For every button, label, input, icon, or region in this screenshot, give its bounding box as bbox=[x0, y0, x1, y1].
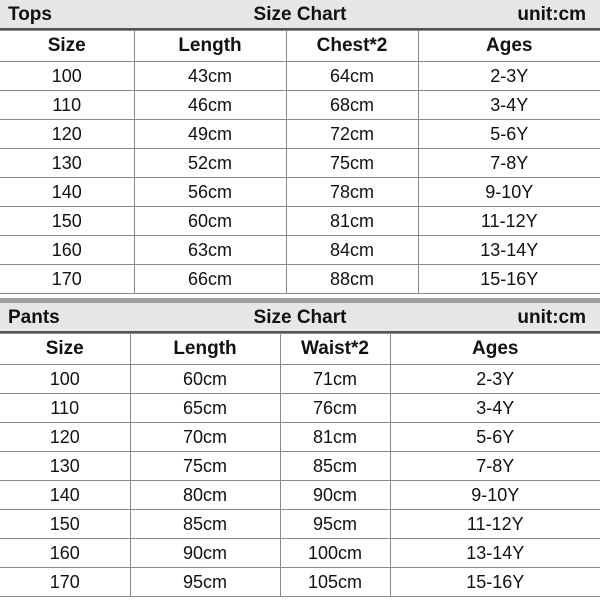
table-row bbox=[0, 236, 600, 265]
cell-ages: 15-16Y bbox=[418, 265, 600, 294]
pants-size-chart bbox=[0, 303, 600, 597]
cell-size: 160 bbox=[0, 539, 130, 568]
table-header-row bbox=[0, 334, 600, 365]
table-row bbox=[0, 452, 600, 481]
cell-ages: 13-14Y bbox=[390, 539, 600, 568]
cell-measure: 100cm bbox=[280, 539, 390, 568]
cell-size: 110 bbox=[0, 394, 130, 423]
cell-measure: 81cm bbox=[280, 423, 390, 452]
cell-measure: 68cm bbox=[286, 91, 418, 120]
table-row bbox=[0, 207, 600, 236]
cell-size: 150 bbox=[0, 510, 130, 539]
cell-size: 170 bbox=[0, 568, 130, 597]
cell-size: 110 bbox=[0, 91, 134, 120]
pants-table bbox=[0, 333, 600, 597]
tops-table bbox=[0, 30, 600, 294]
cell-size: 100 bbox=[0, 365, 130, 394]
cell-length: 63cm bbox=[134, 236, 286, 265]
cell-measure: 85cm bbox=[280, 452, 390, 481]
cell-measure: 64cm bbox=[286, 62, 418, 91]
cell-measure: 75cm bbox=[286, 149, 418, 178]
cell-size: 150 bbox=[0, 207, 134, 236]
tops-size-chart bbox=[0, 0, 600, 294]
cell-measure: 71cm bbox=[280, 365, 390, 394]
table-row bbox=[0, 91, 600, 120]
cell-length: 95cm bbox=[130, 568, 280, 597]
cell-length: 70cm bbox=[130, 423, 280, 452]
cell-length: 85cm bbox=[130, 510, 280, 539]
cell-measure: 76cm bbox=[280, 394, 390, 423]
cell-measure: 88cm bbox=[286, 265, 418, 294]
cell-length: 60cm bbox=[130, 365, 280, 394]
cell-ages: 3-4Y bbox=[390, 394, 600, 423]
column-header-ages: Ages bbox=[418, 31, 600, 62]
table-row bbox=[0, 394, 600, 423]
cell-measure: 84cm bbox=[286, 236, 418, 265]
cell-ages: 9-10Y bbox=[390, 481, 600, 510]
cell-size: 120 bbox=[0, 423, 130, 452]
cell-ages: 11-12Y bbox=[390, 510, 600, 539]
cell-ages: 3-4Y bbox=[418, 91, 600, 120]
cell-measure: 105cm bbox=[280, 568, 390, 597]
cell-length: 46cm bbox=[134, 91, 286, 120]
cell-size: 130 bbox=[0, 149, 134, 178]
tops-unit-label: unit:cm bbox=[517, 4, 586, 25]
cell-length: 75cm bbox=[130, 452, 280, 481]
cell-length: 66cm bbox=[134, 265, 286, 294]
column-header-size: Size bbox=[0, 31, 134, 62]
table-row bbox=[0, 365, 600, 394]
tops-title-bar bbox=[0, 0, 600, 30]
cell-ages: 15-16Y bbox=[390, 568, 600, 597]
cell-measure: 78cm bbox=[286, 178, 418, 207]
table-row bbox=[0, 178, 600, 207]
cell-ages: 7-8Y bbox=[418, 149, 600, 178]
pants-title-bar bbox=[0, 303, 600, 333]
cell-length: 65cm bbox=[130, 394, 280, 423]
table-row bbox=[0, 568, 600, 597]
cell-measure: 72cm bbox=[286, 120, 418, 149]
table-row bbox=[0, 539, 600, 568]
table-row bbox=[0, 481, 600, 510]
cell-size: 170 bbox=[0, 265, 134, 294]
column-header-size: Size bbox=[0, 334, 130, 365]
cell-length: 49cm bbox=[134, 120, 286, 149]
cell-measure: 95cm bbox=[280, 510, 390, 539]
cell-ages: 5-6Y bbox=[418, 120, 600, 149]
cell-length: 60cm bbox=[134, 207, 286, 236]
table-row bbox=[0, 265, 600, 294]
cell-size: 140 bbox=[0, 481, 130, 510]
tops-chart-title: Size Chart bbox=[253, 4, 347, 25]
column-header-length: Length bbox=[130, 334, 280, 365]
cell-ages: 2-3Y bbox=[390, 365, 600, 394]
cell-length: 90cm bbox=[130, 539, 280, 568]
table-row bbox=[0, 423, 600, 452]
cell-size: 160 bbox=[0, 236, 134, 265]
table-row bbox=[0, 120, 600, 149]
cell-length: 80cm bbox=[130, 481, 280, 510]
cell-size: 140 bbox=[0, 178, 134, 207]
table-header-row bbox=[0, 31, 600, 62]
cell-ages: 11-12Y bbox=[418, 207, 600, 236]
pants-unit-label: unit:cm bbox=[517, 307, 586, 328]
cell-length: 56cm bbox=[134, 178, 286, 207]
cell-ages: 13-14Y bbox=[418, 236, 600, 265]
cell-size: 130 bbox=[0, 452, 130, 481]
column-header-waist: Waist*2 bbox=[280, 334, 390, 365]
table-row bbox=[0, 510, 600, 539]
column-header-chest: Chest*2 bbox=[286, 31, 418, 62]
cell-length: 43cm bbox=[134, 62, 286, 91]
table-row bbox=[0, 62, 600, 91]
cell-ages: 2-3Y bbox=[418, 62, 600, 91]
pants-chart-title: Size Chart bbox=[253, 307, 347, 328]
cell-size: 120 bbox=[0, 120, 134, 149]
column-header-ages: Ages bbox=[390, 334, 600, 365]
table-row bbox=[0, 149, 600, 178]
cell-measure: 90cm bbox=[280, 481, 390, 510]
tops-table-body bbox=[0, 62, 600, 294]
cell-ages: 7-8Y bbox=[390, 452, 600, 481]
cell-ages: 9-10Y bbox=[418, 178, 600, 207]
column-header-length: Length bbox=[134, 31, 286, 62]
cell-length: 52cm bbox=[134, 149, 286, 178]
cell-measure: 81cm bbox=[286, 207, 418, 236]
cell-size: 100 bbox=[0, 62, 134, 91]
pants-table-body bbox=[0, 365, 600, 597]
tops-section-label: Tops bbox=[8, 4, 52, 25]
pants-section-label: Pants bbox=[8, 307, 60, 328]
cell-ages: 5-6Y bbox=[390, 423, 600, 452]
